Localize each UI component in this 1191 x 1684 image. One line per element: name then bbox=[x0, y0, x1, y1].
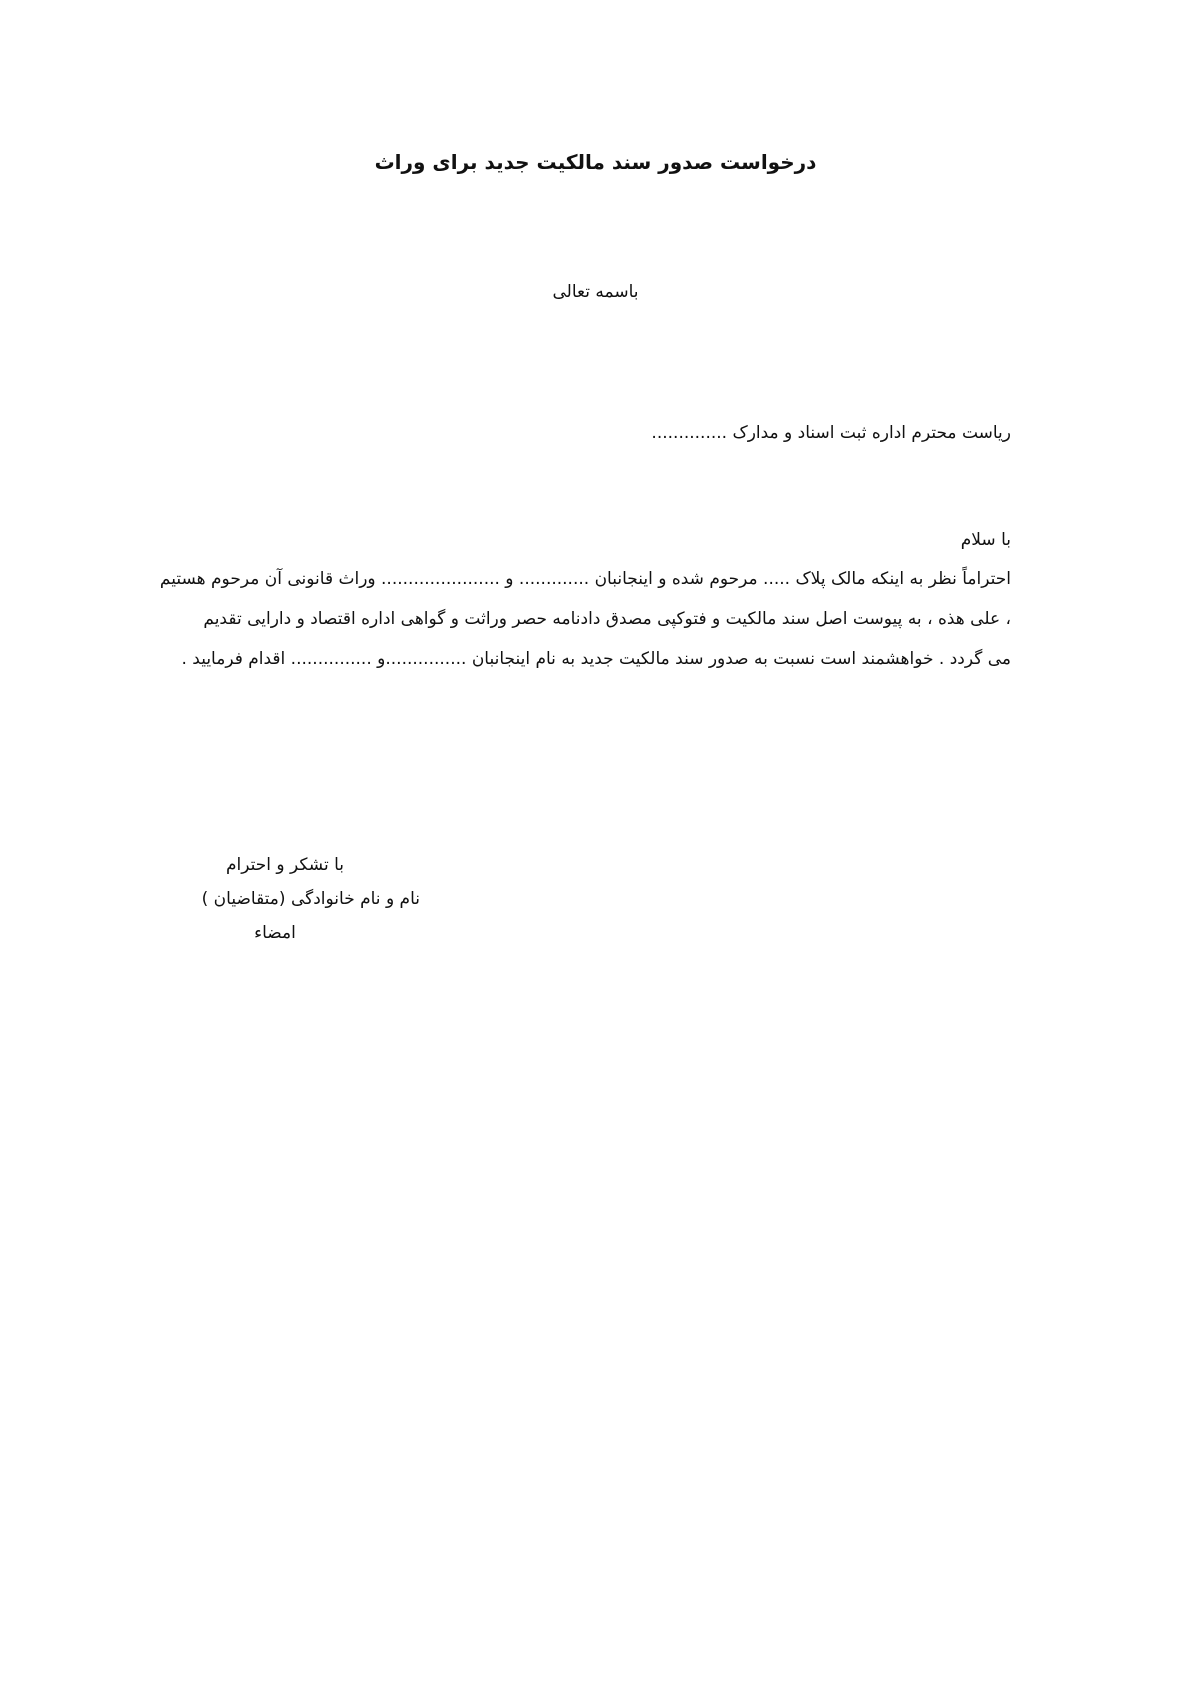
body-line: می گردد . خواهشمند است نسبت به صدور سند مالکیت جدید به نام اینجانبان ...............و ............... اقدام فرمایید . bbox=[181, 649, 1011, 669]
closing-block bbox=[160, 852, 420, 954]
invocation-text: باسمه تعالی bbox=[552, 282, 639, 302]
greeting-line: با سلام bbox=[960, 530, 1011, 550]
body-line: ، علی هذه ، به پیوست اصل سند مالکیت و فتوکپی مصدق دادنامه حصر وراثت و گواهی اداره اقتصاد و دارایی تقدیم bbox=[203, 609, 1011, 629]
letter-body bbox=[159, 566, 1011, 686]
applicants-name-label: نام و نام خانوادگی (متقاضیان ) bbox=[201, 889, 420, 909]
signature-label: امضاء bbox=[254, 923, 296, 943]
body-line: احتراماً نظر به اینکه مالک پلاک ..... مرحوم شده و اینجانبان ............. و ...................... وراث قانونی آن مرحوم هستیم bbox=[159, 569, 1011, 589]
regards-text: با تشکر و احترام bbox=[226, 855, 344, 875]
document-title: درخواست صدور سند مالکیت جدید برای وراث bbox=[374, 150, 817, 174]
recipient-line: ریاست محترم اداره ثبت اسناد و مدارک .............. bbox=[651, 423, 1011, 443]
